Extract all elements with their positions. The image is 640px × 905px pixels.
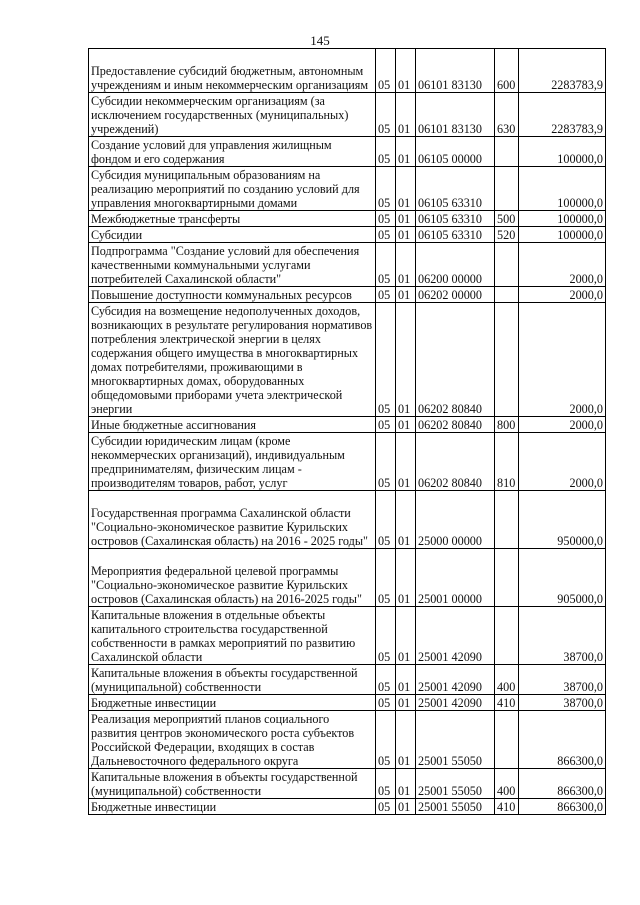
row-amount-cell: 2000,0 [519, 417, 606, 433]
row-name-cell: Субсидии некоммерческим организациям (за исключением государственных (муниципальных) учреждений) [89, 93, 376, 137]
row-target-article-cell: 06202 00000 [416, 287, 495, 303]
table-row [89, 769, 606, 799]
row-amount-cell: 2283783,9 [519, 93, 606, 137]
row-name-cell: Капитальные вложения в объекты государственной (муниципальной) собственности [89, 665, 376, 695]
row-target-article-cell: 25000 00000 [416, 491, 495, 549]
row-subsection-cell: 01 [396, 769, 416, 799]
row-name-cell: Межбюджетные трансферты [89, 211, 376, 227]
table-row [89, 491, 606, 549]
table-row [89, 167, 606, 211]
row-subsection-cell: 01 [396, 49, 416, 93]
budget-table [88, 48, 606, 815]
row-subsection-cell: 01 [396, 93, 416, 137]
table-row [89, 433, 606, 491]
row-name-cell: Бюджетные инвестиции [89, 695, 376, 711]
row-expense-type-cell [495, 549, 519, 607]
row-name-cell: Субсидии юридическим лицам (кроме некоммерческих организаций), индивидуальным предпринимателям, физическим лицам - производителям товаров, работ, услуг [89, 433, 376, 491]
row-target-article-cell: 06202 80840 [416, 417, 495, 433]
row-target-article-cell: 06105 00000 [416, 137, 495, 167]
row-expense-type-cell [495, 711, 519, 769]
row-expense-type-cell [495, 303, 519, 417]
row-target-article-cell: 25001 00000 [416, 549, 495, 607]
row-name-cell: Капитальные вложения в отдельные объекты капитального строительства государственной собственности в рамках мероприятий по развитию Сахалинской области [89, 607, 376, 665]
row-target-article-cell: 25001 55050 [416, 769, 495, 799]
row-expense-type-cell: 500 [495, 211, 519, 227]
row-subsection-cell: 01 [396, 665, 416, 695]
row-expense-type-cell: 400 [495, 769, 519, 799]
row-amount-cell: 100000,0 [519, 137, 606, 167]
table-row [89, 417, 606, 433]
table-row [89, 549, 606, 607]
row-section-cell: 05 [376, 211, 396, 227]
row-target-article-cell: 25001 55050 [416, 799, 495, 815]
row-target-article-cell: 06105 63310 [416, 211, 495, 227]
row-amount-cell: 100000,0 [519, 211, 606, 227]
row-section-cell: 05 [376, 695, 396, 711]
row-section-cell: 05 [376, 417, 396, 433]
table-row [89, 243, 606, 287]
row-subsection-cell: 01 [396, 491, 416, 549]
row-subsection-cell: 01 [396, 417, 416, 433]
row-amount-cell: 866300,0 [519, 769, 606, 799]
table-row [89, 93, 606, 137]
row-subsection-cell: 01 [396, 695, 416, 711]
row-amount-cell: 38700,0 [519, 695, 606, 711]
row-section-cell: 05 [376, 665, 396, 695]
row-section-cell: 05 [376, 491, 396, 549]
row-amount-cell: 38700,0 [519, 607, 606, 665]
row-section-cell: 05 [376, 607, 396, 665]
table-row [89, 665, 606, 695]
row-amount-cell: 100000,0 [519, 227, 606, 243]
row-section-cell: 05 [376, 93, 396, 137]
row-amount-cell: 100000,0 [519, 167, 606, 211]
row-subsection-cell: 01 [396, 433, 416, 491]
row-expense-type-cell: 400 [495, 665, 519, 695]
row-target-article-cell: 06105 63310 [416, 167, 495, 211]
row-target-article-cell: 06105 63310 [416, 227, 495, 243]
page-number: 145 [310, 33, 330, 48]
row-target-article-cell: 25001 42090 [416, 695, 495, 711]
row-amount-cell: 866300,0 [519, 799, 606, 815]
table-row [89, 799, 606, 815]
row-subsection-cell: 01 [396, 287, 416, 303]
row-section-cell: 05 [376, 303, 396, 417]
budget-table-body [89, 49, 606, 815]
row-name-cell: Субсидия муниципальным образованиям на реализацию мероприятий по созданию условий для управления многоквартирными домами [89, 167, 376, 211]
row-target-article-cell: 25001 42090 [416, 607, 495, 665]
row-section-cell: 05 [376, 227, 396, 243]
row-name-cell: Предоставление субсидий бюджетным, автономным учреждениям и иным некоммерческим организациям [89, 49, 376, 93]
row-amount-cell: 866300,0 [519, 711, 606, 769]
row-section-cell: 05 [376, 167, 396, 211]
row-name-cell: Субсидия на возмещение недополученных доходов, возникающих в результате регулирования нормативов потребления электрической энергии в целях содержания общего имущества в многоквартирных домах потребителями, проживающими в многоквартирных домах, оборудованных общедомовыми приборами учета электрической энергии [89, 303, 376, 417]
row-name-cell: Повышение доступности коммунальных ресурсов [89, 287, 376, 303]
row-target-article-cell: 06200 00000 [416, 243, 495, 287]
row-name-cell: Создание условий для управления жилищным фондом и его содержания [89, 137, 376, 167]
row-target-article-cell: 06202 80840 [416, 303, 495, 417]
row-name-cell: Иные бюджетные ассигнования [89, 417, 376, 433]
row-section-cell: 05 [376, 243, 396, 287]
table-row [89, 137, 606, 167]
row-target-article-cell: 25001 42090 [416, 665, 495, 695]
row-name-cell: Бюджетные инвестиции [89, 799, 376, 815]
row-section-cell: 05 [376, 799, 396, 815]
row-subsection-cell: 01 [396, 243, 416, 287]
row-expense-type-cell: 800 [495, 417, 519, 433]
row-amount-cell: 2000,0 [519, 243, 606, 287]
row-subsection-cell: 01 [396, 799, 416, 815]
row-subsection-cell: 01 [396, 607, 416, 665]
row-expense-type-cell: 410 [495, 799, 519, 815]
row-expense-type-cell: 520 [495, 227, 519, 243]
row-section-cell: 05 [376, 137, 396, 167]
row-name-cell: Реализация мероприятий планов социального развития центров экономического роста субъектов Российской Федерации, входящих в состав Дальневосточного федерального округа [89, 711, 376, 769]
row-subsection-cell: 01 [396, 167, 416, 211]
row-subsection-cell: 01 [396, 303, 416, 417]
row-section-cell: 05 [376, 769, 396, 799]
row-amount-cell: 2000,0 [519, 287, 606, 303]
row-amount-cell: 38700,0 [519, 665, 606, 695]
row-section-cell: 05 [376, 287, 396, 303]
table-row [89, 607, 606, 665]
row-subsection-cell: 01 [396, 227, 416, 243]
row-target-article-cell: 06101 83130 [416, 93, 495, 137]
row-name-cell: Субсидии [89, 227, 376, 243]
row-subsection-cell: 01 [396, 137, 416, 167]
row-name-cell: Подпрограмма "Создание условий для обеспечения качественными коммунальными услугами потребителей Сахалинской области" [89, 243, 376, 287]
row-subsection-cell: 01 [396, 549, 416, 607]
row-section-cell: 05 [376, 711, 396, 769]
table-row [89, 227, 606, 243]
row-expense-type-cell: 810 [495, 433, 519, 491]
row-expense-type-cell [495, 137, 519, 167]
row-amount-cell: 2283783,9 [519, 49, 606, 93]
row-target-article-cell: 06101 83130 [416, 49, 495, 93]
row-expense-type-cell: 600 [495, 49, 519, 93]
row-amount-cell: 2000,0 [519, 303, 606, 417]
row-name-cell: Мероприятия федеральной целевой программы "Социально-экономическое развитие Курильских островов (Сахалинская область) на 2016-2025 годы" [89, 549, 376, 607]
row-expense-type-cell [495, 287, 519, 303]
table-row [89, 287, 606, 303]
row-target-article-cell: 06202 80840 [416, 433, 495, 491]
row-expense-type-cell: 630 [495, 93, 519, 137]
table-row [89, 695, 606, 711]
row-subsection-cell: 01 [396, 211, 416, 227]
row-section-cell: 05 [376, 549, 396, 607]
row-amount-cell: 905000,0 [519, 549, 606, 607]
row-expense-type-cell: 410 [495, 695, 519, 711]
row-name-cell: Государственная программа Сахалинской области "Социально-экономическое развитие Курильских островов (Сахалинская область) на 2016 - 2025 годы" [89, 491, 376, 549]
row-target-article-cell: 25001 55050 [416, 711, 495, 769]
row-section-cell: 05 [376, 433, 396, 491]
table-row [89, 49, 606, 93]
row-expense-type-cell [495, 491, 519, 549]
table-row [89, 211, 606, 227]
row-subsection-cell: 01 [396, 711, 416, 769]
table-row [89, 303, 606, 417]
row-amount-cell: 2000,0 [519, 433, 606, 491]
row-expense-type-cell [495, 167, 519, 211]
row-expense-type-cell [495, 607, 519, 665]
table-row [89, 711, 606, 769]
row-name-cell: Капитальные вложения в объекты государственной (муниципальной) собственности [89, 769, 376, 799]
row-expense-type-cell [495, 243, 519, 287]
row-section-cell: 05 [376, 49, 396, 93]
row-amount-cell: 950000,0 [519, 491, 606, 549]
